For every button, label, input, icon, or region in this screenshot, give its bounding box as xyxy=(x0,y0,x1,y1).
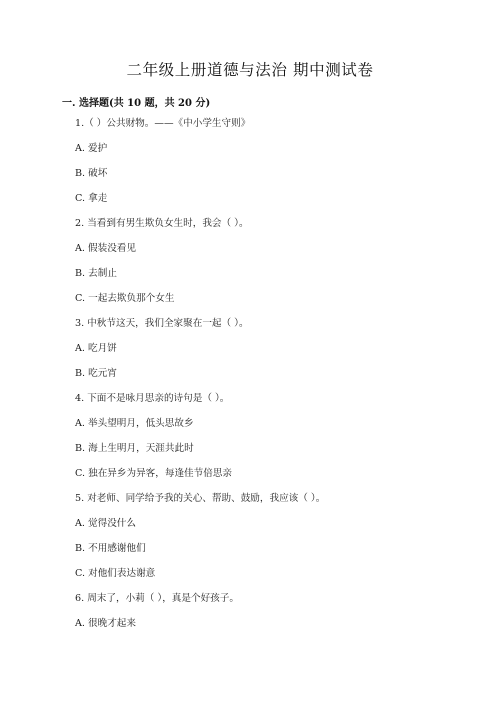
q5-option-c: C. 对他们表达谢意 xyxy=(75,568,156,579)
q1-option-c: C. 拿走 xyxy=(75,193,108,204)
page-title: 二年级上册道德与法治 期中测试卷 xyxy=(126,61,374,79)
q1-option-b: B. 破坏 xyxy=(75,168,108,179)
q5-option-a: A. 觉得没什么 xyxy=(75,518,136,529)
question-1: 1.（ ）公共财物。——《中小学生守则》 xyxy=(75,118,251,129)
q4-option-a: A. 举头望明月，低头思故乡 xyxy=(75,418,194,429)
q2-option-a: A. 假装没看见 xyxy=(75,243,136,254)
q5-option-b: B. 不用感谢他们 xyxy=(75,543,146,554)
section-heading: 一. 选择题(共 10 题，共 20 分) xyxy=(62,98,211,109)
question-4: 4. 下面不是咏月思亲的诗句是（ ）。 xyxy=(75,393,230,404)
q3-option-a: A. 吃月饼 xyxy=(75,343,117,354)
question-2: 2. 当看到有男生欺负女生时，我会（ ）。 xyxy=(75,218,249,229)
question-5: 5. 对老师、同学给予我的关心、帮助、鼓励，我应该（ ）。 xyxy=(75,493,326,504)
q4-option-b: B. 海上生明月，天涯共此时 xyxy=(75,443,194,454)
q2-option-b: B. 去制止 xyxy=(75,268,117,279)
q3-option-b: B. 吃元宵 xyxy=(75,368,117,379)
q1-option-a: A. 爱护 xyxy=(75,143,108,154)
question-6: 6. 周末了，小莉（ ），真是个好孩子。 xyxy=(75,593,239,604)
q4-option-c: C. 独在异乡为异客，每逢佳节倍思亲 xyxy=(75,468,233,479)
q6-option-a: A. 很晚才起来 xyxy=(75,618,136,629)
q2-option-c: C. 一起去欺负那个女生 xyxy=(75,293,175,304)
question-3: 3. 中秋节这天，我们全家聚在一起（ ）。 xyxy=(75,318,249,329)
